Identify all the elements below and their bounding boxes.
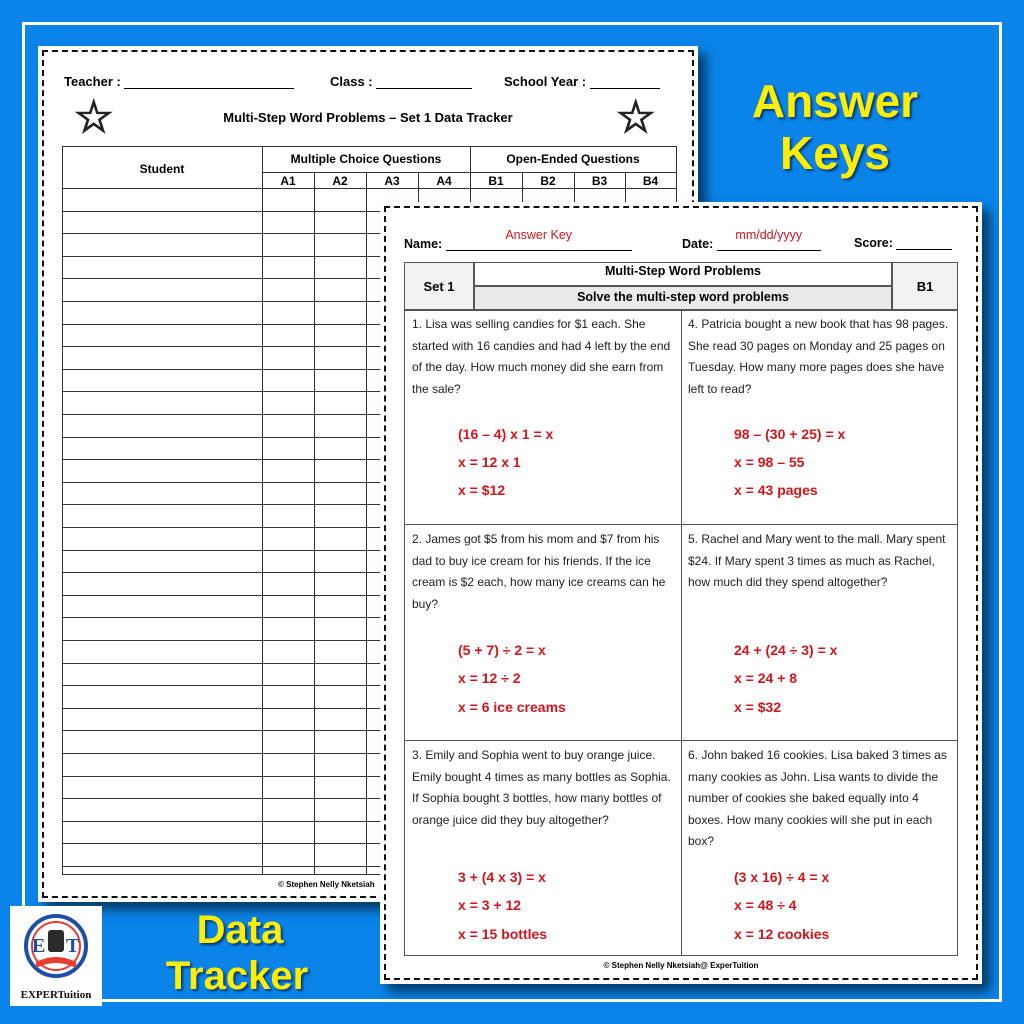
school-year-field (504, 74, 660, 89)
teacher-blank[interactable] (124, 88, 294, 89)
problem-6-step-3: x = 12 cookies (734, 926, 830, 942)
star-icon: ☆ (74, 93, 114, 142)
problem-3-step-2: x = 3 + 12 (458, 897, 522, 913)
column-header-b3: B3 (591, 174, 608, 188)
score-field (854, 236, 952, 250)
oe-header: Open-Ended Questions (506, 152, 640, 166)
svg-text:T: T (66, 935, 80, 957)
problem-1-step-3: x = $12 (458, 482, 506, 498)
grid-divider (404, 524, 958, 525)
problem-1-step-1: (16 – 4) x 1 = x (458, 426, 554, 442)
problem-6-step-1: (3 x 16) ÷ 4 = x (734, 869, 830, 885)
problem-3-text: 3. Emily and Sophia went to buy orange juice. Emily bought 4 times as many bottles as Sophia. If Sophia bought 3 bottles, how many bottles of orange juice did they buy altogether? (412, 748, 671, 827)
problem-3-step-3: x = 15 bottles (458, 926, 548, 942)
teacher-field (64, 74, 294, 89)
svg-text:EXPERTuition: EXPERTuition (20, 989, 92, 1001)
data-tracker-title-line1: Data (196, 908, 284, 952)
column-header-a1: A1 (280, 174, 296, 188)
tracker-title: Multi-Step Word Problems – Set 1 Data Tracker (223, 110, 513, 125)
column-header-a2: A2 (332, 174, 348, 188)
grid-vline (314, 172, 315, 874)
column-header-b4: B4 (642, 174, 659, 188)
problem-2-step-1: (5 + 7) ÷ 2 = x (458, 642, 546, 658)
problem-4-step-2: x = 98 – 55 (734, 454, 805, 470)
svg-text:E: E (32, 935, 46, 957)
table-row (62, 188, 676, 189)
expertuition-logo (10, 906, 102, 1006)
date-value[interactable]: mm/dd/yyyy (717, 236, 821, 251)
problem-5-step-2: x = 24 + 8 (734, 670, 798, 686)
grid-vline (366, 172, 367, 874)
column-header-a4: A4 (436, 174, 452, 188)
problem-4-step-1: 98 – (30 + 25) = x (734, 426, 846, 442)
problem-6-text: 6. John baked 16 cookies. Lisa baked 3 times as many cookies as John. Lisa wants to divide the number of cookies she baked equally into 4 boxes. How many cookies will she put in each box? (688, 748, 947, 848)
column-header-b2: B2 (540, 174, 556, 188)
class-field (330, 74, 472, 89)
answer-keys-title-line2: Keys (780, 127, 890, 179)
name-value[interactable]: Answer Key (446, 236, 632, 251)
school-year-blank[interactable] (590, 88, 660, 89)
problem-4-step-3: x = 43 pages (734, 482, 818, 498)
problem-1-text: 1. Lisa was selling candies for $1 each. She started with 16 candies and had 4 left by the end of the day. How much money did she earn from the sale? (412, 317, 671, 396)
grid-divider (681, 310, 682, 956)
problem-2-text: 2. James got $5 from his mom and $7 from his dad to buy ice cream for his friends. If the ice cream is $2 each, how many ice creams can he buy? (412, 532, 666, 611)
answer-key-sheet (380, 202, 982, 984)
teacher-label: Teacher : (64, 74, 121, 89)
grid-divider (404, 740, 958, 741)
problem-2-step-3: x = 6 ice creams (458, 699, 566, 715)
school-year-label: School Year : (504, 74, 587, 89)
problem-1-step-2: x = 12 x 1 (458, 454, 521, 470)
problem-5-step-1: 24 + (24 ÷ 3) = x (734, 642, 838, 658)
grid-hline (262, 172, 676, 173)
answer-keys-title-line1: Answer (751, 75, 919, 127)
header-subtitle: Solve the multi-step word problems (577, 290, 789, 304)
problem-4-text: 4. Patricia bought a new book that has 98 pages. She read 30 pages on Monday and 25 pages on Tuesday. How many more pages does she have left to read? (688, 317, 949, 396)
problem-6-step-2: x = 48 ÷ 4 (734, 897, 797, 913)
problem-2-step-2: x = 12 ÷ 2 (458, 670, 521, 686)
star-icon: ☆ (616, 93, 656, 142)
class-label: Class : (330, 74, 373, 89)
header-title: Multi-Step Word Problems (604, 264, 762, 278)
class-blank[interactable] (376, 88, 472, 89)
answer-key-credit: © Stephen Nelly Nketsiah@ ExperTuition (603, 961, 759, 970)
column-header-b1: B1 (488, 174, 504, 188)
date-field (682, 228, 821, 251)
problem-5-step-3: x = $32 (734, 699, 782, 715)
problem-3-step-1: 3 + (4 x 3) = x (458, 869, 546, 885)
set-label: Set 1 (404, 262, 474, 310)
score-label: Score: (854, 236, 893, 250)
name-label: Name: (404, 237, 443, 251)
score-blank[interactable] (896, 249, 952, 250)
date-label: Date: (682, 237, 714, 251)
logo-emblem-icon (10, 906, 102, 1006)
grid-hline (62, 146, 676, 147)
code-label: B1 (892, 262, 958, 310)
column-header-a3: A3 (384, 174, 400, 188)
student-header: Student (139, 162, 185, 176)
mc-header: Multiple Choice Questions (290, 152, 442, 166)
data-tracker-title-line2: Tracker (165, 954, 309, 998)
name-field (404, 228, 632, 251)
tracker-credit: © Stephen Nelly Nketsiah (278, 880, 375, 889)
problem-5-text: 5. Rachel and Mary went to the mall. Mary spent $24. If Mary spent 3 times as much as Rachel, how much did they spend altogether? (688, 532, 946, 589)
